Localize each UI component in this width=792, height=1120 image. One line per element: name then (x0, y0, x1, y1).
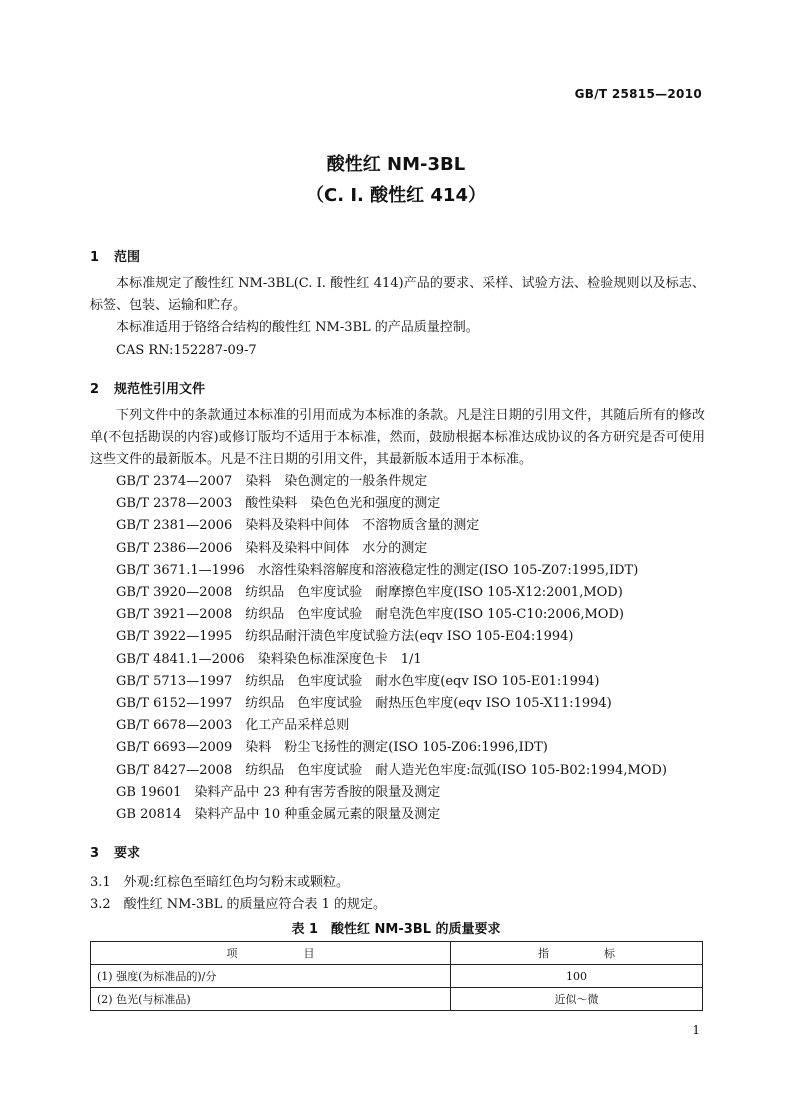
section-number: 2 (90, 382, 100, 397)
reference-item: GB/T 6152—1997 纺织品 色牢度试验 耐热压色牢度(eqv ISO 105-X11:1994) (116, 696, 612, 711)
document-subtitle: （C. I. 酸性红 414） (306, 185, 486, 206)
table-caption: 表 1 酸性红 NM-3BL 的质量要求 (291, 922, 501, 937)
section-number: 3 (90, 846, 100, 861)
reference-item: GB/T 2381—2006 染料及染料中间体 不溶物质含量的测定 (116, 518, 480, 533)
item-cell: (1) 强度(为标准品的)/分 (91, 965, 451, 988)
table-header-row (91, 942, 703, 965)
section-2-heading (90, 378, 205, 397)
section-title: 范围 (114, 250, 141, 265)
header-item-cell: 项 目 (91, 942, 451, 965)
reference-item: GB/T 2374—2007 染料 染色测定的一般条件规定 (116, 474, 428, 489)
clause-3-1: 3.1 外观:红棕色至暗红色均匀粉末或颗粒。 (90, 875, 350, 890)
references-intro: 下列文件中的条款通过本标准的引用而成为本标准的条款。凡是注日期的引用文件，其随后所有的修改单(不包括勘误的内容)或修订版均不适用于本标准，然而，鼓励根据本标准达成协议的各方研究是否可使用这些文件的最新版本。凡是不注日期的引用文件，其最新版本适用于本标准。 (90, 408, 705, 467)
reference-item: GB/T 3920—2008 纺织品 色牢度试验 耐摩擦色牢度(ISO 105-X12:2001,MOD) (116, 585, 623, 600)
document-title: 酸性红 NM-3BL (326, 154, 466, 175)
section-number: 1 (90, 250, 100, 265)
reference-item: GB/T 3921—2008 纺织品 色牢度试验 耐皂洗色牢度(ISO 105-C10:2006,MOD) (116, 607, 624, 622)
reference-item: GB/T 2378—2003 酸性染料 染色色光和强度的测定 (116, 496, 441, 511)
reference-item: GB/T 2386—2006 染料及染料中间体 水分的测定 (116, 541, 428, 556)
item-cell: (2) 色光(与标准品) (91, 988, 451, 1011)
section-title: 要求 (114, 846, 141, 861)
reference-item: GB/T 3671.1—1996 水溶性染料溶解度和溶液稳定性的测定(ISO 105-Z07:1995,IDT) (116, 563, 639, 578)
section-title: 规范性引用文件 (114, 382, 206, 397)
page-number: 1 (692, 1023, 700, 1037)
reference-item: GB/T 8427—2008 纺织品 色牢度试验 耐人造光色牢度:氙弧(ISO 105-B02:1994,MOD) (116, 763, 667, 778)
reference-item: GB 19601 染料产品中 23 种有害芳香胺的限量及测定 (116, 785, 441, 800)
value-cell: 100 (451, 965, 703, 988)
reference-item: GB/T 6693—2009 染料 粉尘飞扬性的测定(ISO 105-Z06:1996,IDT) (116, 740, 548, 755)
clause-3-2: 3.2 酸性红 NM-3BL 的质量应符合表 1 的规定。 (90, 897, 387, 912)
reference-item: GB/T 6678—2003 化工产品采样总则 (116, 718, 350, 733)
reference-item: GB/T 4841.1—2006 染料染色标准深度色卡 1/1 (116, 652, 422, 667)
cas-number: CAS RN:152287-09-7 (116, 343, 257, 358)
reference-item: GB/T 3922—1995 纺织品耐汗渍色牢度试验方法(eqv ISO 105-E04:1994) (116, 629, 574, 644)
scope-paragraph-2: 本标准适用于铬络合结构的酸性红 NM-3BL 的产品质量控制。 (116, 320, 479, 335)
value-cell: 近似～微 (451, 988, 703, 1011)
reference-item: GB 20814 染料产品中 10 种重金属元素的限量及测定 (116, 807, 441, 822)
standard-number: GB/T 25815—2010 (574, 87, 702, 101)
table-row (91, 988, 703, 1011)
reference-item: GB/T 5713—1997 纺织品 色牢度试验 耐水色牢度(eqv ISO 105-E01:1994) (116, 674, 600, 689)
table-row (91, 965, 703, 988)
section-1-heading (90, 246, 140, 265)
header-value-cell: 指 标 (451, 942, 703, 965)
quality-requirements-table (90, 941, 703, 1011)
section-3-heading (90, 842, 140, 861)
scope-paragraph-1: 本标准规定了酸性红 NM-3BL(C. I. 酸性红 414)产品的要求、采样、试验方法、检验规则以及标志、标签、包装、运输和贮存。 (90, 276, 705, 313)
